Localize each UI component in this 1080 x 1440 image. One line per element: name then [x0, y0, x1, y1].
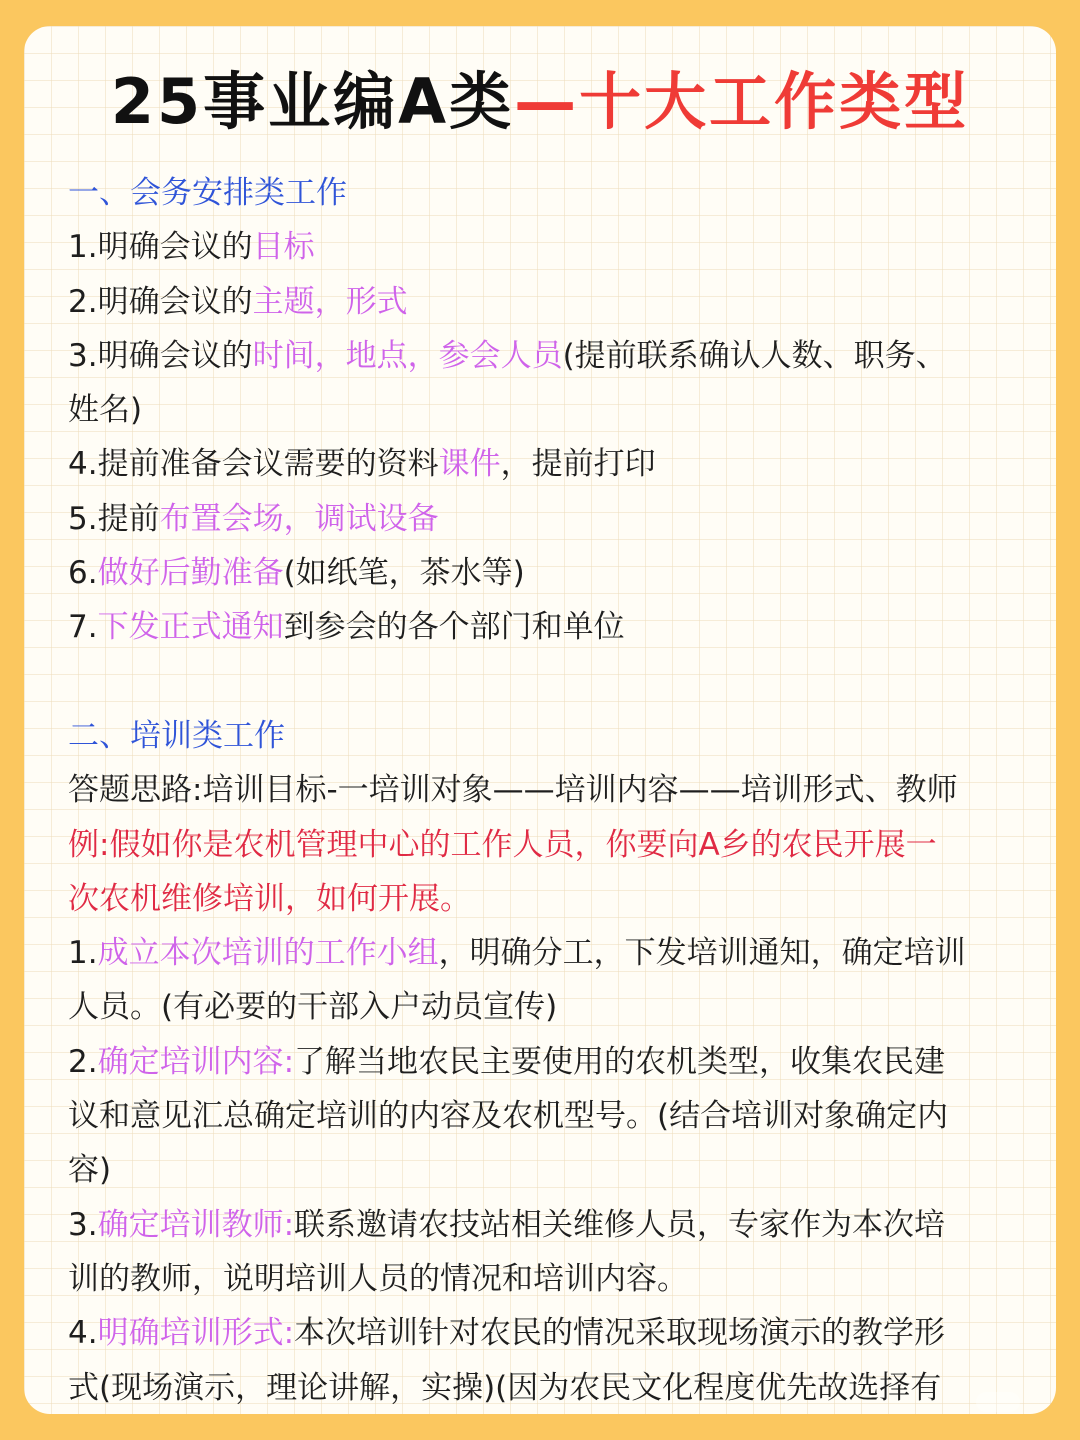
section-heading-meeting: 一、会务安排类工作	[68, 175, 347, 211]
item-text: 到参会的各个部门和单位	[283, 609, 625, 646]
item-highlight: 布置会场，调试设备	[159, 500, 439, 537]
item-text: (提前联系确认人数、职务、	[562, 337, 947, 374]
list-item-continuation	[68, 1361, 1028, 1414]
item-text: 本次培训针对农民的情况采取现场演示的教学形	[294, 1315, 946, 1352]
list-item	[68, 600, 1028, 654]
list-item	[68, 546, 1028, 600]
item-text: 联系邀请农技站相关维修人员，专家作为本次培	[294, 1206, 946, 1243]
list-item	[68, 437, 1028, 491]
list-item	[68, 220, 1028, 274]
item-text: ，提前打印	[500, 446, 656, 483]
item-text: 1.	[68, 935, 98, 972]
list-item	[68, 492, 1028, 546]
item-text: 人员。(有必要的干部入户动员宣传)	[68, 989, 558, 1026]
item-text: 5.提前	[68, 500, 160, 537]
section-spacer	[68, 655, 1028, 709]
list-item	[68, 1198, 1028, 1252]
item-highlight: 主题，形式	[252, 283, 408, 320]
note-card	[24, 26, 1056, 1414]
item-highlight: 确定培训教师:	[97, 1206, 295, 1243]
item-text: 式(现场演示，理论讲解，实操)(因为农民文化程度优先故选择有	[68, 1369, 942, 1406]
item-highlight: 确定培训内容:	[97, 1043, 295, 1080]
example-text: 次农机维修培训，如何开展。	[68, 880, 471, 917]
approach-text: 答题思路:培训目标-一培训对象——培训内容——培训形式、教师	[68, 772, 958, 809]
item-text: 4.	[68, 1315, 98, 1352]
list-item-continuation	[68, 1143, 1028, 1197]
list-item	[68, 275, 1028, 329]
list-item-continuation	[68, 383, 1028, 437]
item-text: 了解当地农民主要使用的农机类型，收集农民建	[294, 1043, 946, 1080]
item-highlight: 课件	[438, 446, 501, 483]
list-item	[68, 926, 1028, 980]
list-item	[68, 1306, 1028, 1360]
item-highlight: 下发正式通知	[97, 609, 284, 646]
item-text: 2.明确会议的	[68, 283, 253, 320]
item-highlight: 目标	[252, 229, 315, 266]
list-item-continuation	[68, 1089, 1028, 1143]
section-heading-training: 二、培训类工作	[68, 717, 285, 754]
item-text: 4.提前准备会议需要的资料	[68, 446, 439, 483]
list-item	[68, 1035, 1028, 1089]
list-item	[68, 329, 1028, 383]
page-title	[24, 62, 1056, 142]
title-main: 25事业编A类	[110, 65, 515, 138]
item-text: 2.	[68, 1043, 98, 1080]
note-content	[68, 166, 1028, 1414]
item-text: 6.	[68, 555, 98, 592]
item-highlight: 做好后勤准备	[97, 555, 284, 592]
item-text: 容)	[68, 1152, 112, 1189]
list-item-continuation	[68, 1252, 1028, 1306]
item-highlight: 时间，地点，参会人员	[252, 337, 563, 374]
item-text: 3.明确会议的	[68, 337, 253, 374]
item-text: (如纸笔，茶水等)	[283, 555, 525, 592]
watermark-mark	[976, 1392, 1020, 1412]
item-text: 7.	[68, 609, 98, 646]
example-text: 例:假如你是农机管理中心的工作人员，你要向A乡的农民开展一	[68, 826, 937, 863]
item-text: 1.明确会议的	[68, 229, 253, 266]
item-text: 3.	[68, 1206, 98, 1243]
item-text: 议和意见汇总确定培训的内容及农机型号。(结合培训对象确定内	[68, 1098, 949, 1135]
item-text: 姓名)	[68, 392, 143, 429]
item-text: ，明确分工，下发培训通知，确定培训	[438, 935, 966, 972]
title-highlight: —十大工作类型	[514, 65, 970, 138]
item-highlight: 成立本次培训的工作小组	[97, 935, 439, 972]
item-highlight: 明确培训形式:	[97, 1315, 295, 1352]
item-text: 训的教师，说明培训人员的情况和培训内容。	[68, 1260, 688, 1297]
list-item-continuation	[68, 980, 1028, 1034]
